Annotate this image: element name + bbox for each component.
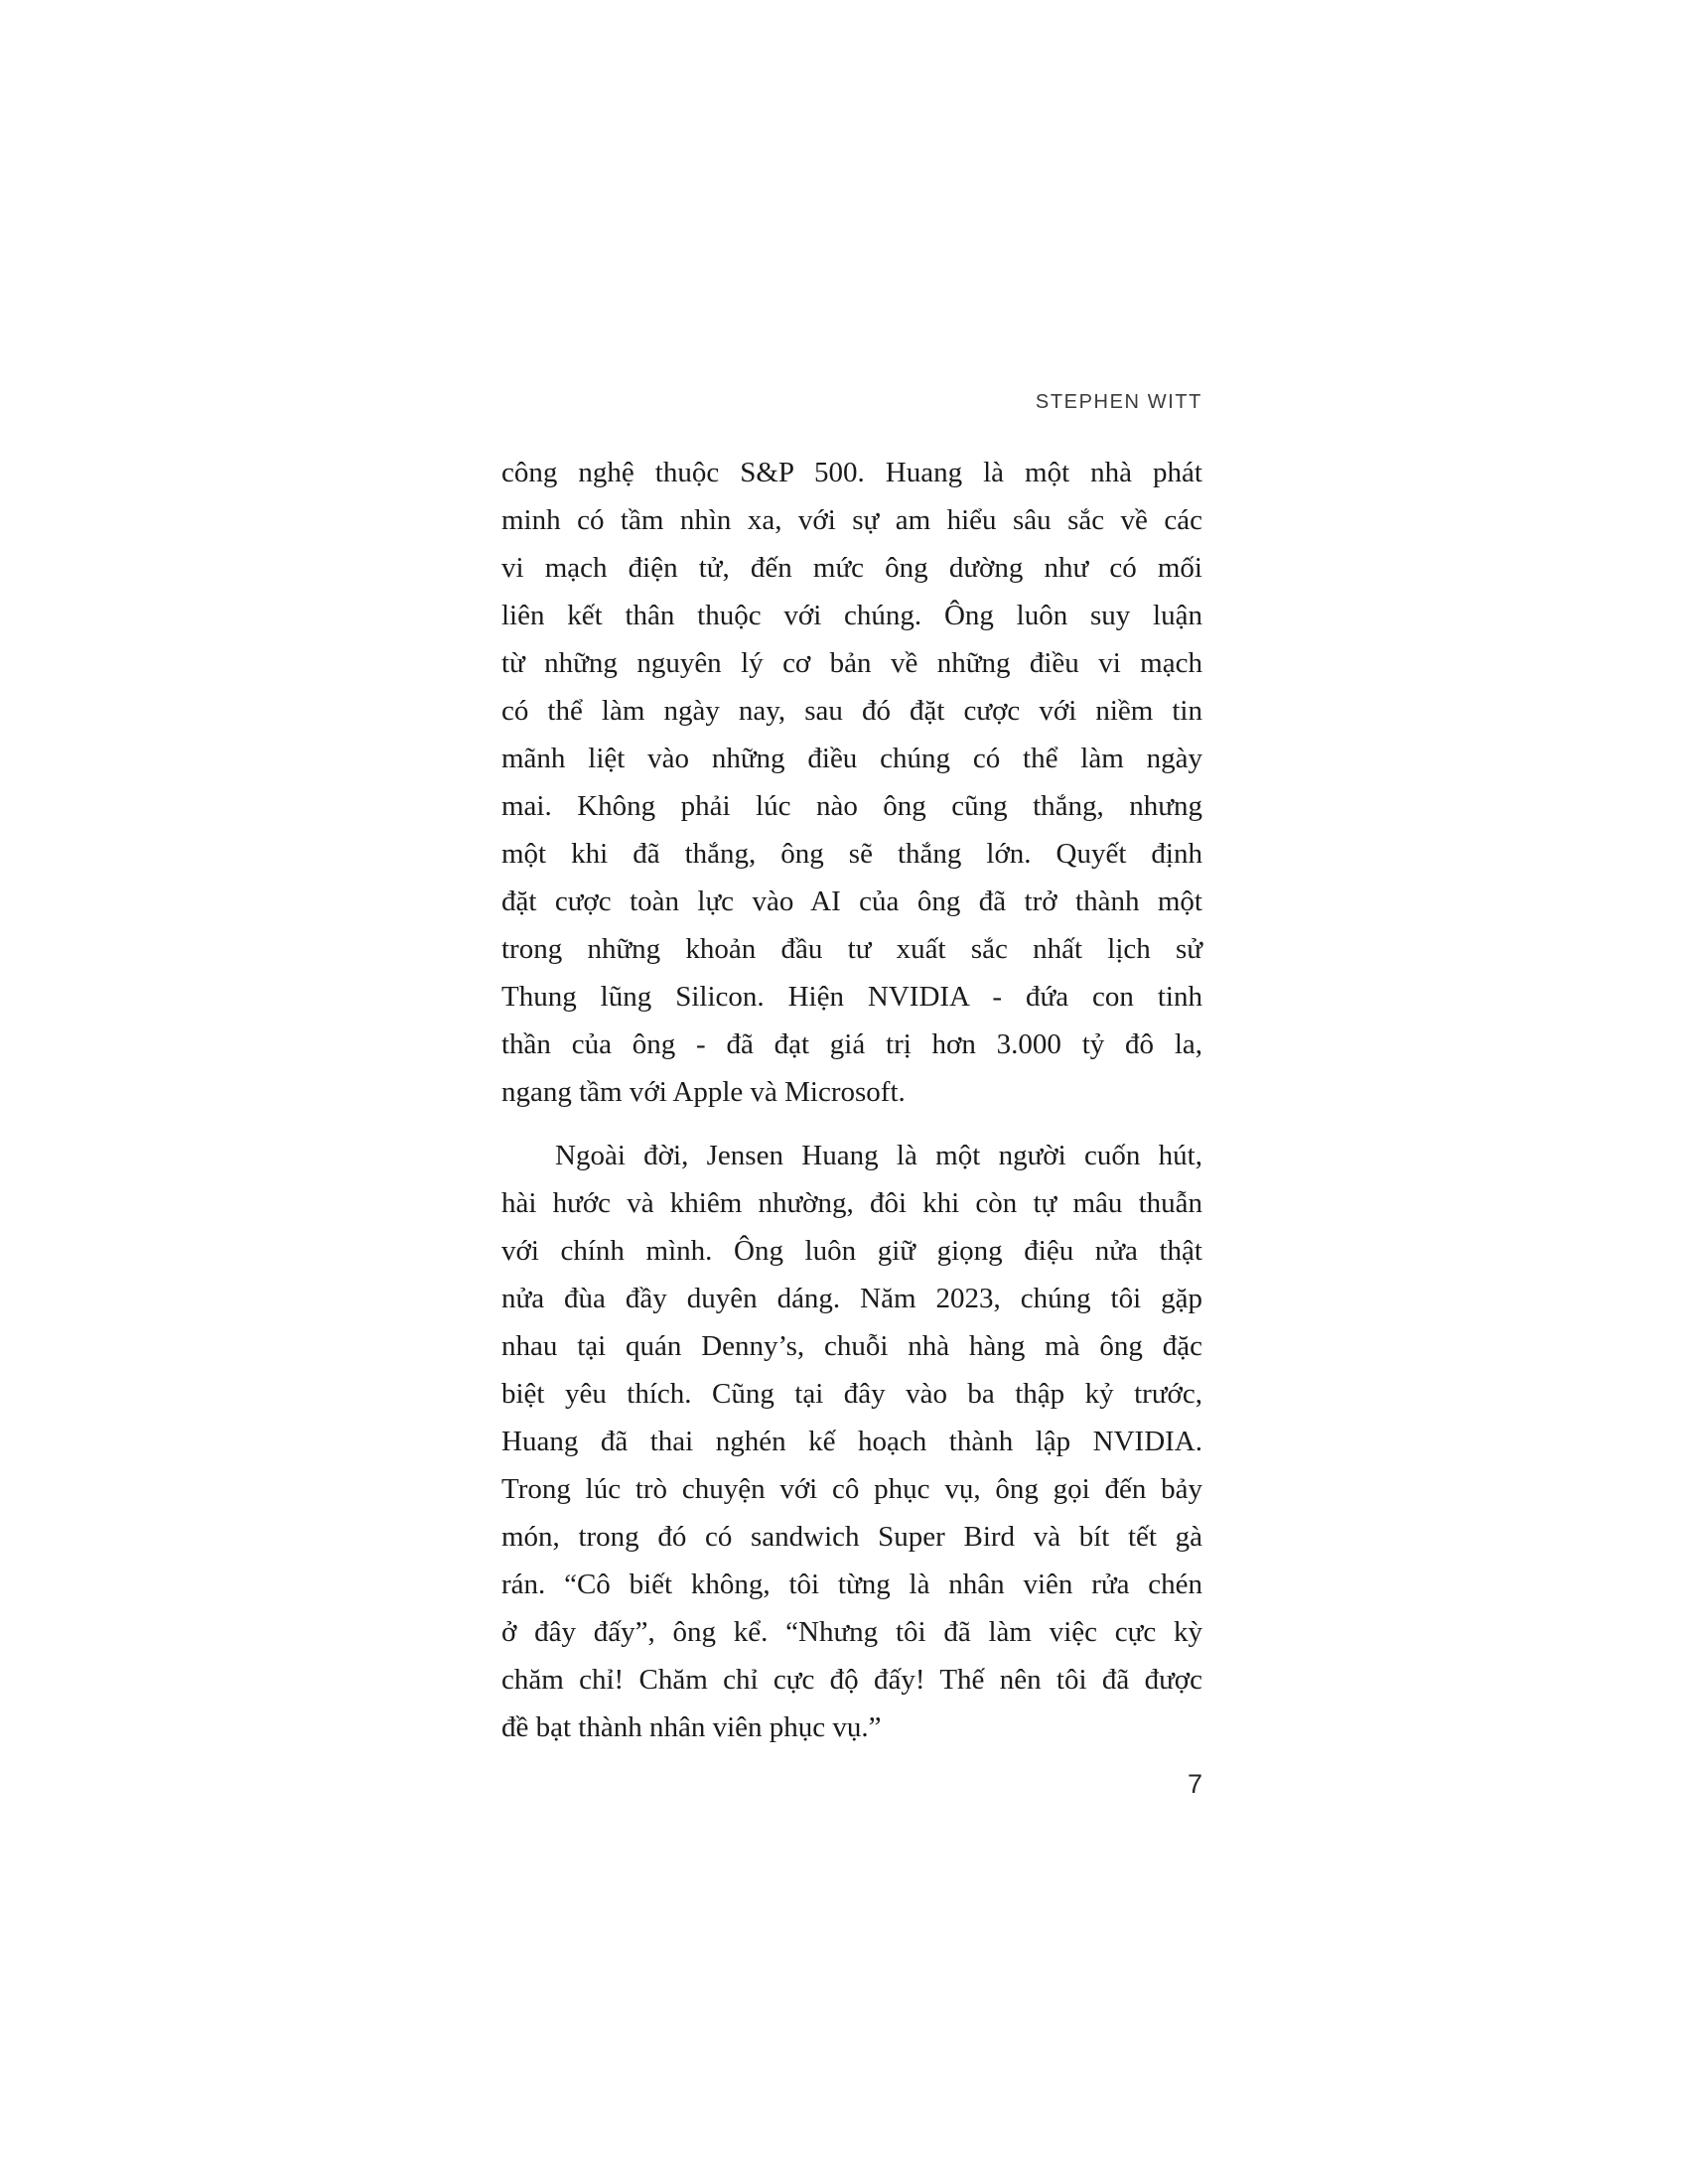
text-line: Trong lúc trò chuyện với cô phục vụ, ông gọi đến bảy (501, 1473, 1202, 1505)
text-line: vi mạch điện tử, đến mức ông dường như có mối (501, 552, 1202, 584)
text-line: Ngoài đời, Jensen Huang là một người cuốn hút, (555, 1140, 1202, 1171)
body-text (501, 449, 1202, 1751)
text-line: mai. Không phải lúc nào ông cũng thắng, nhưng (501, 790, 1202, 822)
paragraph (501, 1132, 1202, 1751)
text-line: nhau tại quán Denny’s, chuỗi nhà hàng mà ông đặc (501, 1330, 1202, 1362)
text-line: đề bạt thành nhân viên phục vụ.” (501, 1711, 882, 1743)
text-line: một khi đã thắng, ông sẽ thắng lớn. Quyết định (501, 838, 1202, 870)
text-line: ở đây đấy”, ông kể. “Nhưng tôi đã làm việc cực kỳ (501, 1616, 1202, 1648)
text-line: Huang đã thai nghén kế hoạch thành lập NVIDIA. (501, 1426, 1202, 1457)
text-line: ngang tầm với Apple và Microsoft. (501, 1076, 906, 1108)
text-line: mãnh liệt vào những điều chúng có thể làm ngày (501, 743, 1202, 774)
paragraph (501, 449, 1202, 1116)
text-line: công nghệ thuộc S&P 500. Huang là một nhà phát (501, 457, 1202, 488)
running-header: STEPHEN WITT (1035, 391, 1202, 413)
text-line: chăm chỉ! Chăm chỉ cực độ đấy! Thế nên tôi đã được (501, 1664, 1202, 1696)
text-line: nửa đùa đầy duyên dáng. Năm 2023, chúng tôi gặp (501, 1283, 1202, 1314)
text-line: có thể làm ngày nay, sau đó đặt cược với niềm tin (501, 695, 1202, 727)
text-line: rán. “Cô biết không, tôi từng là nhân viên rửa chén (501, 1569, 1202, 1600)
text-line: đặt cược toàn lực vào AI của ông đã trở thành một (501, 886, 1202, 917)
text-line: trong những khoản đầu tư xuất sắc nhất lịch sử (501, 933, 1202, 965)
page-number: 7 (1187, 1769, 1202, 1799)
text-line: biệt yêu thích. Cũng tại đây vào ba thập kỷ trước, (501, 1378, 1202, 1410)
text-line: thần của ông - đã đạt giá trị hơn 3.000 tỷ đô la, (501, 1028, 1202, 1060)
text-line: hài hước và khiêm nhường, đôi khi còn tự mâu thuẫn (501, 1187, 1202, 1219)
text-line: minh có tầm nhìn xa, với sự am hiểu sâu sắc về các (501, 504, 1202, 536)
text-line: từ những nguyên lý cơ bản về những điều vi mạch (501, 647, 1202, 679)
text-line: liên kết thân thuộc với chúng. Ông luôn suy luận (501, 600, 1202, 631)
text-line: với chính mình. Ông luôn giữ giọng điệu nửa thật (501, 1235, 1202, 1267)
text-line: món, trong đó có sandwich Super Bird và bít tết gà (501, 1521, 1202, 1553)
text-line: Thung lũng Silicon. Hiện NVIDIA - đứa con tinh (501, 981, 1202, 1013)
